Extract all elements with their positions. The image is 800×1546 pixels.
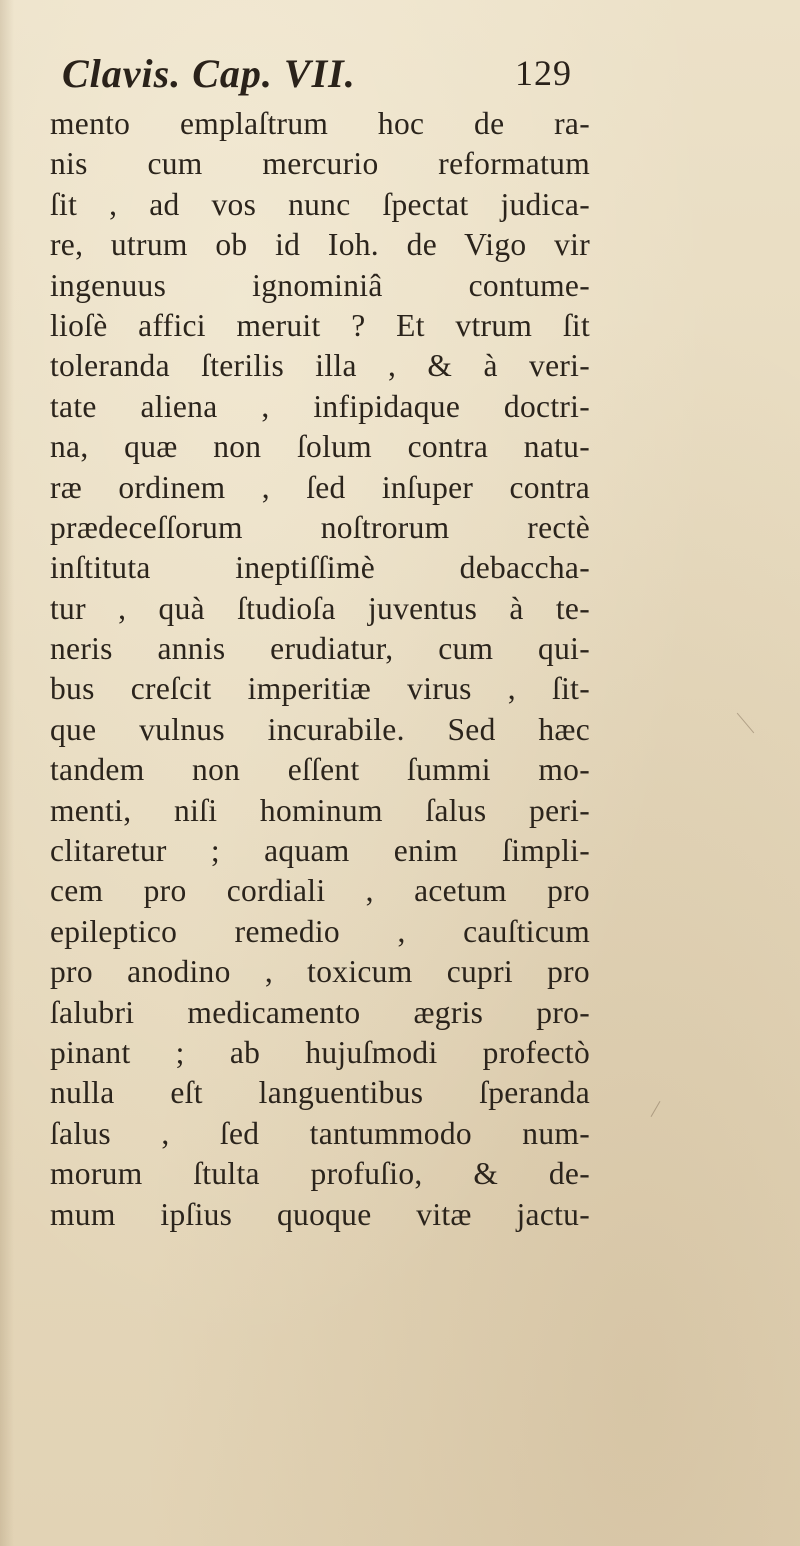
stray-mark	[651, 1101, 661, 1117]
text-line: tur , quà ſtudioſa juventus à te-	[50, 590, 590, 626]
text-line: pinant ; ab hujuſmodi profectò	[50, 1034, 590, 1070]
text-line: ſalubri medicamento ægris pro-	[50, 994, 590, 1030]
text-line: ingenuus ignominiâ contume-	[50, 267, 590, 303]
text-line: tandem non eſſent ſummi mo-	[50, 752, 590, 788]
text-line: mento emplaſtrum hoc de ra-	[50, 106, 590, 141]
text-line: ræ ordinem , ſed inſuper contra	[50, 469, 590, 505]
text-line: ſalus , ſed tantummodo num-	[50, 1115, 590, 1151]
text-line: ſit , ad vos nunc ſpectat judica-	[50, 186, 590, 222]
page-number: 129	[515, 53, 572, 93]
text-line: clitaretur ; aquam enim ſimpli-	[50, 833, 590, 869]
text-line: inſtituta ineptiſſimè debaccha-	[50, 550, 590, 586]
text-line: tate aliena , infipidaque doctri-	[50, 388, 590, 424]
text-line: neris annis erudiatur, cum qui-	[50, 631, 590, 667]
text-line: re, utrum ob id Ioh. de Vigo vir	[50, 227, 590, 263]
text-line: mum ipſius quoque vitæ jactu-	[50, 1196, 590, 1232]
stray-mark	[737, 713, 754, 734]
text-line: na, quæ non ſolum contra natu-	[50, 429, 590, 465]
text-line: pro anodino , toxicum cupri pro	[50, 954, 590, 990]
text-line: prædeceſſorum noſtrorum rectè	[50, 509, 590, 545]
text-line: bus creſcit imperitiæ virus , ſit-	[50, 671, 590, 707]
text-line: que vulnus incurabile. Sed hæc	[50, 711, 590, 747]
gutter-shadow	[0, 0, 14, 1546]
text-line: nulla eſt languentibus ſperanda	[50, 1075, 590, 1111]
text-line: cem pro cordiali , acetum pro	[50, 873, 590, 909]
text-line: nis cum mercurio reformatum	[50, 146, 590, 182]
running-head	[62, 50, 572, 100]
text-line: epileptico remedio , cauſticum	[50, 913, 590, 949]
text-line: toleranda ſterilis illa , & à veri-	[50, 348, 590, 384]
text-line: morum ſtulta profuſio, & de-	[50, 1156, 590, 1192]
running-title: Clavis. Cap. VII.	[62, 51, 356, 96]
text-line: menti, niſi hominum ſalus peri-	[50, 792, 590, 828]
text-line: lioſè affici meruit ? Et vtrum ſit	[50, 307, 590, 343]
body-text	[50, 104, 590, 1235]
